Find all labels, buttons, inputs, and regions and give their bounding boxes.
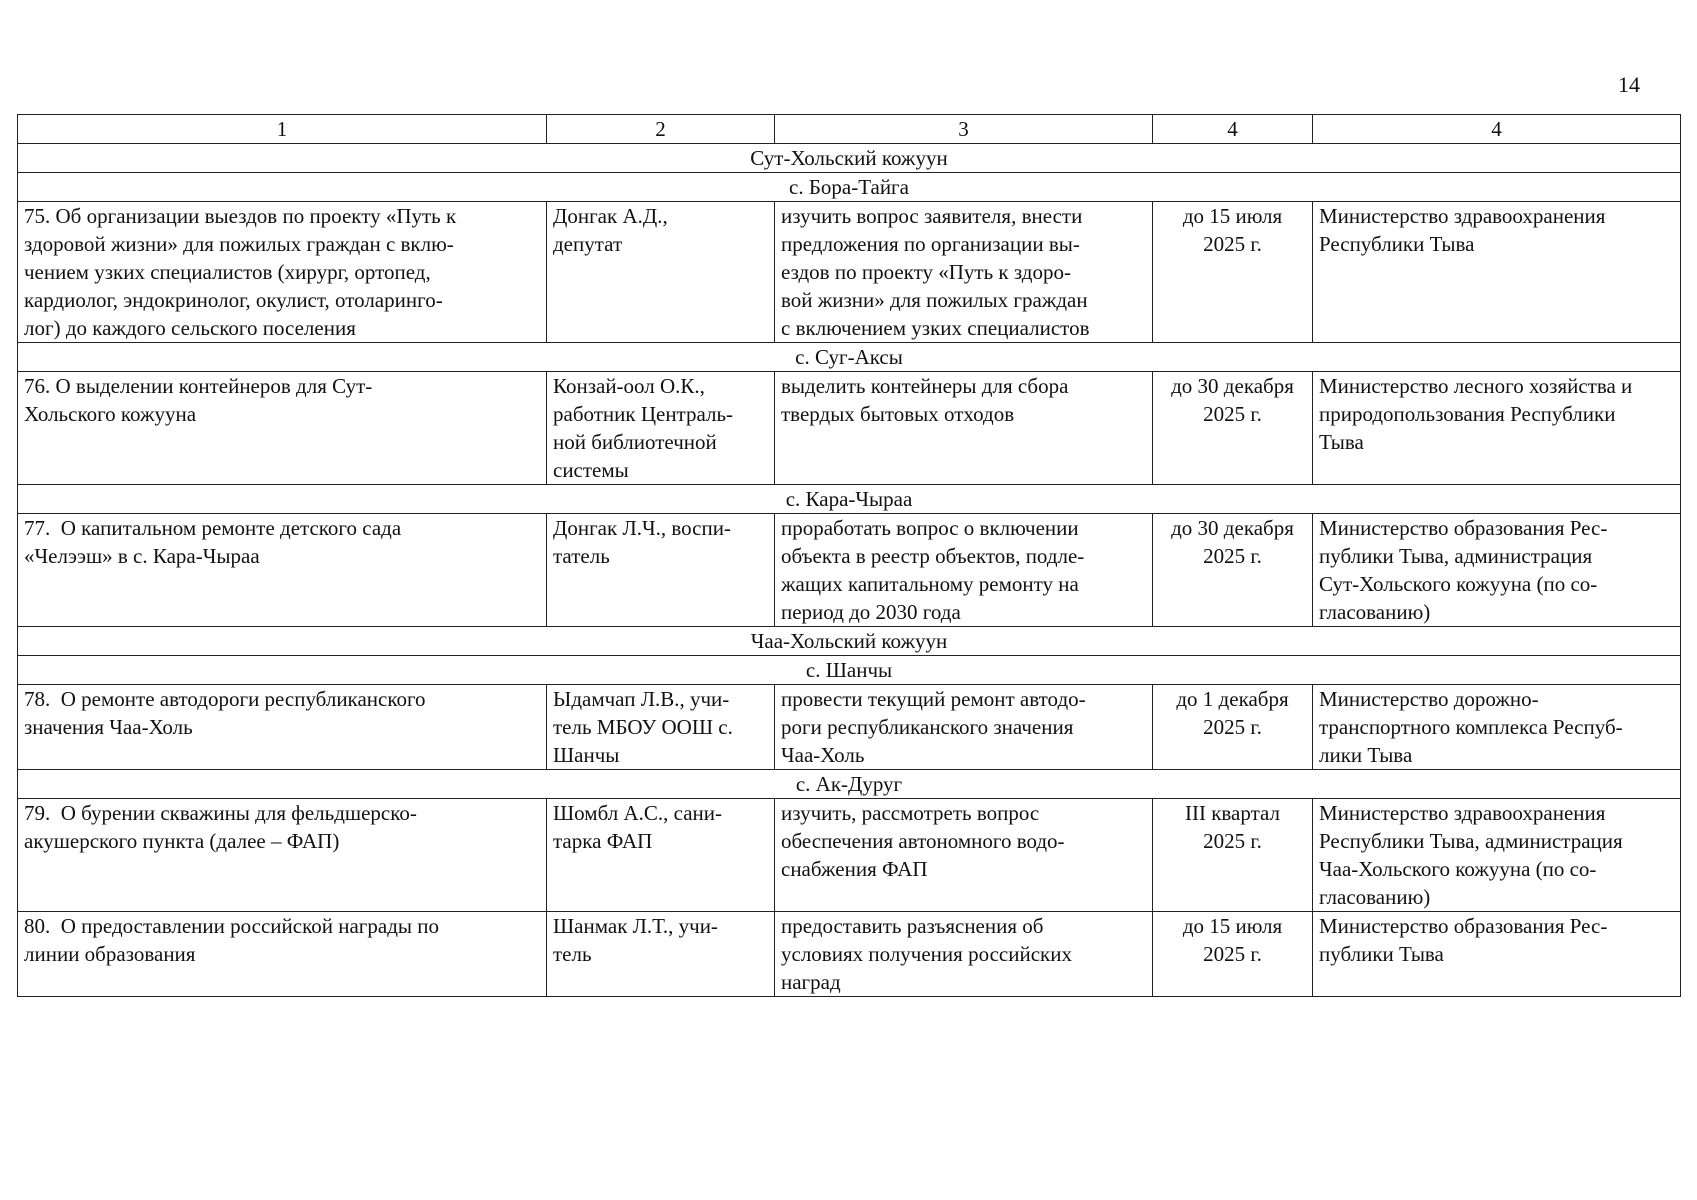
cell-line: гласованию) bbox=[1319, 600, 1431, 624]
cell-line: Ыдамчап Л.В., учи- bbox=[553, 687, 730, 711]
cell-line: 77. О капитальном ремонте детского сада bbox=[24, 516, 402, 540]
cell-line: Донгак Л.Ч., воспи- bbox=[553, 516, 731, 540]
cell-line: твердых бытовых отходов bbox=[781, 402, 1015, 426]
decisions-table bbox=[17, 114, 1681, 997]
question-cell bbox=[18, 202, 547, 343]
cell-line: изучить вопрос заявителя, внести bbox=[781, 204, 1083, 228]
cell-line: до 30 декабря bbox=[1171, 516, 1294, 540]
cell-line: Хольского кожууна bbox=[24, 402, 197, 426]
question-cell bbox=[18, 372, 547, 485]
action-cell bbox=[775, 372, 1153, 485]
cell-line: ездов по проекту «Путь к здоро- bbox=[781, 260, 1071, 284]
settlement-heading-row bbox=[18, 485, 1681, 514]
cell-line: 2025 г. bbox=[1203, 232, 1262, 256]
cell-line: тель МБОУ ООШ с. bbox=[553, 715, 733, 739]
cell-line: до 15 июля bbox=[1182, 204, 1283, 228]
question-cell bbox=[18, 685, 547, 770]
cell-line: работник Централь- bbox=[553, 402, 734, 426]
deadline-cell bbox=[1153, 685, 1313, 770]
responsible-cell bbox=[1313, 912, 1681, 997]
table-row bbox=[18, 514, 1681, 627]
cell-line: Министерство образования Рес- bbox=[1319, 516, 1608, 540]
settlement-heading-row bbox=[18, 770, 1681, 799]
cell-line: Донгак А.Д., bbox=[553, 204, 668, 228]
cell-line: предоставить разъяснения об bbox=[781, 914, 1044, 938]
cell-line: Чаа-Холь bbox=[781, 743, 865, 767]
cell-line: лики Тыва bbox=[1319, 743, 1413, 767]
cell-line: тарка ФАП bbox=[553, 829, 653, 853]
cell-line: природопользования Республики bbox=[1319, 402, 1616, 426]
settlement-heading: с. Кара-Чыраа bbox=[18, 485, 1681, 514]
page-number: 14 bbox=[1618, 72, 1640, 97]
action-cell bbox=[775, 685, 1153, 770]
cell-line: чением узких специалистов (хирург, ортопед, bbox=[24, 260, 431, 284]
cell-line: Министерство лесного хозяйства и bbox=[1319, 374, 1633, 398]
cell-line: Шанмак Л.Т., учи- bbox=[553, 914, 718, 938]
cell-line: Министерство дорожно- bbox=[1319, 687, 1539, 711]
district-heading-row bbox=[18, 627, 1681, 656]
settlement-heading-row bbox=[18, 343, 1681, 372]
cell-line: жащих капитальному ремонту на bbox=[781, 572, 1079, 596]
action-cell bbox=[775, 514, 1153, 627]
cell-line: роги республиканского значения bbox=[781, 715, 1074, 739]
district-heading-row bbox=[18, 144, 1681, 173]
author-cell bbox=[547, 799, 775, 912]
column-number: 3 bbox=[775, 115, 1153, 144]
settlement-heading: с. Ак-Дуруг bbox=[18, 770, 1681, 799]
table-row bbox=[18, 372, 1681, 485]
deadline-cell bbox=[1153, 912, 1313, 997]
cell-line: период до 2030 года bbox=[781, 600, 961, 624]
deadline-cell bbox=[1153, 799, 1313, 912]
column-number-row bbox=[18, 115, 1681, 144]
cell-line: проработать вопрос о включении bbox=[781, 516, 1079, 540]
settlement-heading: с. Суг-Аксы bbox=[18, 343, 1681, 372]
cell-line: условиях получения российских bbox=[781, 942, 1072, 966]
cell-line: Республики Тыва, администрация bbox=[1319, 829, 1623, 853]
cell-line: наград bbox=[781, 970, 841, 994]
district-heading: Чаа-Хольский кожуун bbox=[18, 627, 1681, 656]
table-row bbox=[18, 685, 1681, 770]
deadline-cell bbox=[1153, 202, 1313, 343]
settlement-heading-row bbox=[18, 656, 1681, 685]
column-number: 2 bbox=[547, 115, 775, 144]
question-cell bbox=[18, 799, 547, 912]
cell-line: снабжения ФАП bbox=[781, 857, 928, 881]
cell-line: выделить контейнеры для сбора bbox=[781, 374, 1069, 398]
cell-line: 2025 г. bbox=[1203, 829, 1262, 853]
cell-line: 79. О бурении скважины для фельдшерско- bbox=[24, 801, 417, 825]
author-cell bbox=[547, 685, 775, 770]
cell-line: предложения по организации вы- bbox=[781, 232, 1080, 256]
cell-line: III квартал bbox=[1184, 801, 1281, 825]
responsible-cell bbox=[1313, 372, 1681, 485]
table-body bbox=[18, 115, 1681, 997]
cell-line: объекта в реестр объектов, подле- bbox=[781, 544, 1085, 568]
column-number: 1 bbox=[18, 115, 547, 144]
responsible-cell bbox=[1313, 202, 1681, 343]
cell-line: ной библиотечной bbox=[553, 430, 717, 454]
cell-line: до 30 декабря bbox=[1171, 374, 1294, 398]
cell-line: 2025 г. bbox=[1203, 942, 1262, 966]
cell-line: 2025 г. bbox=[1203, 402, 1262, 426]
table-row bbox=[18, 202, 1681, 343]
cell-line: Конзай-оол О.К., bbox=[553, 374, 705, 398]
cell-line: депутат bbox=[553, 232, 623, 256]
settlement-heading: с. Шанчы bbox=[18, 656, 1681, 685]
cell-line: изучить, рассмотреть вопрос bbox=[781, 801, 1040, 825]
cell-line: Министерство образования Рес- bbox=[1319, 914, 1608, 938]
cell-line: 78. О ремонте автодороги республиканского bbox=[24, 687, 426, 711]
responsible-cell bbox=[1313, 799, 1681, 912]
cell-line: обеспечения автономного водо- bbox=[781, 829, 1065, 853]
table-row bbox=[18, 912, 1681, 997]
cell-line: 2025 г. bbox=[1203, 715, 1262, 739]
cell-line: линии образования bbox=[24, 942, 196, 966]
deadline-cell bbox=[1153, 514, 1313, 627]
action-cell bbox=[775, 799, 1153, 912]
cell-line: до 1 декабря bbox=[1176, 687, 1289, 711]
cell-line: публики Тыва bbox=[1319, 942, 1444, 966]
cell-line: Тыва bbox=[1319, 430, 1364, 454]
settlement-heading-row bbox=[18, 173, 1681, 202]
cell-line: значения Чаа-Холь bbox=[24, 715, 193, 739]
responsible-cell bbox=[1313, 514, 1681, 627]
cell-line: Сут-Хольского кожууна (по со- bbox=[1319, 572, 1598, 596]
cell-line: татель bbox=[553, 544, 610, 568]
settlement-heading: с. Бора-Тайга bbox=[18, 173, 1681, 202]
cell-line: с включением узких специалистов bbox=[781, 316, 1090, 340]
cell-line: публики Тыва, администрация bbox=[1319, 544, 1593, 568]
column-number: 4 bbox=[1313, 115, 1681, 144]
author-cell bbox=[547, 912, 775, 997]
deadline-cell bbox=[1153, 372, 1313, 485]
author-cell bbox=[547, 202, 775, 343]
cell-line: провести текущий ремонт автодо- bbox=[781, 687, 1086, 711]
cell-line: до 15 июля bbox=[1182, 914, 1283, 938]
cell-line: Республики Тыва bbox=[1319, 232, 1475, 256]
cell-line: Министерство здравоохранения bbox=[1319, 204, 1606, 228]
cell-line: системы bbox=[553, 458, 629, 482]
cell-line: 75. Об организации выездов по проекту «Путь к bbox=[24, 204, 457, 228]
cell-line: здоровой жизни» для пожилых граждан с вклю- bbox=[24, 232, 454, 256]
cell-line: акушерского пункта (далее – ФАП) bbox=[24, 829, 340, 853]
cell-line: «Челээш» в с. Кара-Чыраа bbox=[24, 544, 260, 568]
question-cell bbox=[18, 514, 547, 627]
responsible-cell bbox=[1313, 685, 1681, 770]
table-row bbox=[18, 799, 1681, 912]
cell-line: Шанчы bbox=[553, 743, 620, 767]
cell-line: Министерство здравоохранения bbox=[1319, 801, 1606, 825]
cell-line: Чаа-Хольского кожууна (по со- bbox=[1319, 857, 1597, 881]
action-cell bbox=[775, 912, 1153, 997]
author-cell bbox=[547, 514, 775, 627]
cell-line: Шомбл А.С., сани- bbox=[553, 801, 723, 825]
cell-line: лог) до каждого сельского поселения bbox=[24, 316, 356, 340]
cell-line: 80. О предоставлении российской награды по bbox=[24, 914, 439, 938]
cell-line: гласованию) bbox=[1319, 885, 1431, 909]
cell-line: вой жизни» для пожилых граждан bbox=[781, 288, 1088, 312]
cell-line: 76. О выделении контейнеров для Сут- bbox=[24, 374, 373, 398]
cell-line: транспортного комплекса Респуб- bbox=[1319, 715, 1623, 739]
action-cell bbox=[775, 202, 1153, 343]
author-cell bbox=[547, 372, 775, 485]
cell-line: 2025 г. bbox=[1203, 544, 1262, 568]
cell-line: тель bbox=[553, 942, 592, 966]
question-cell bbox=[18, 912, 547, 997]
cell-line: кардиолог, эндокринолог, окулист, отоларинго- bbox=[24, 288, 443, 312]
column-number: 4 bbox=[1153, 115, 1313, 144]
district-heading: Сут-Хольский кожуун bbox=[18, 144, 1681, 173]
